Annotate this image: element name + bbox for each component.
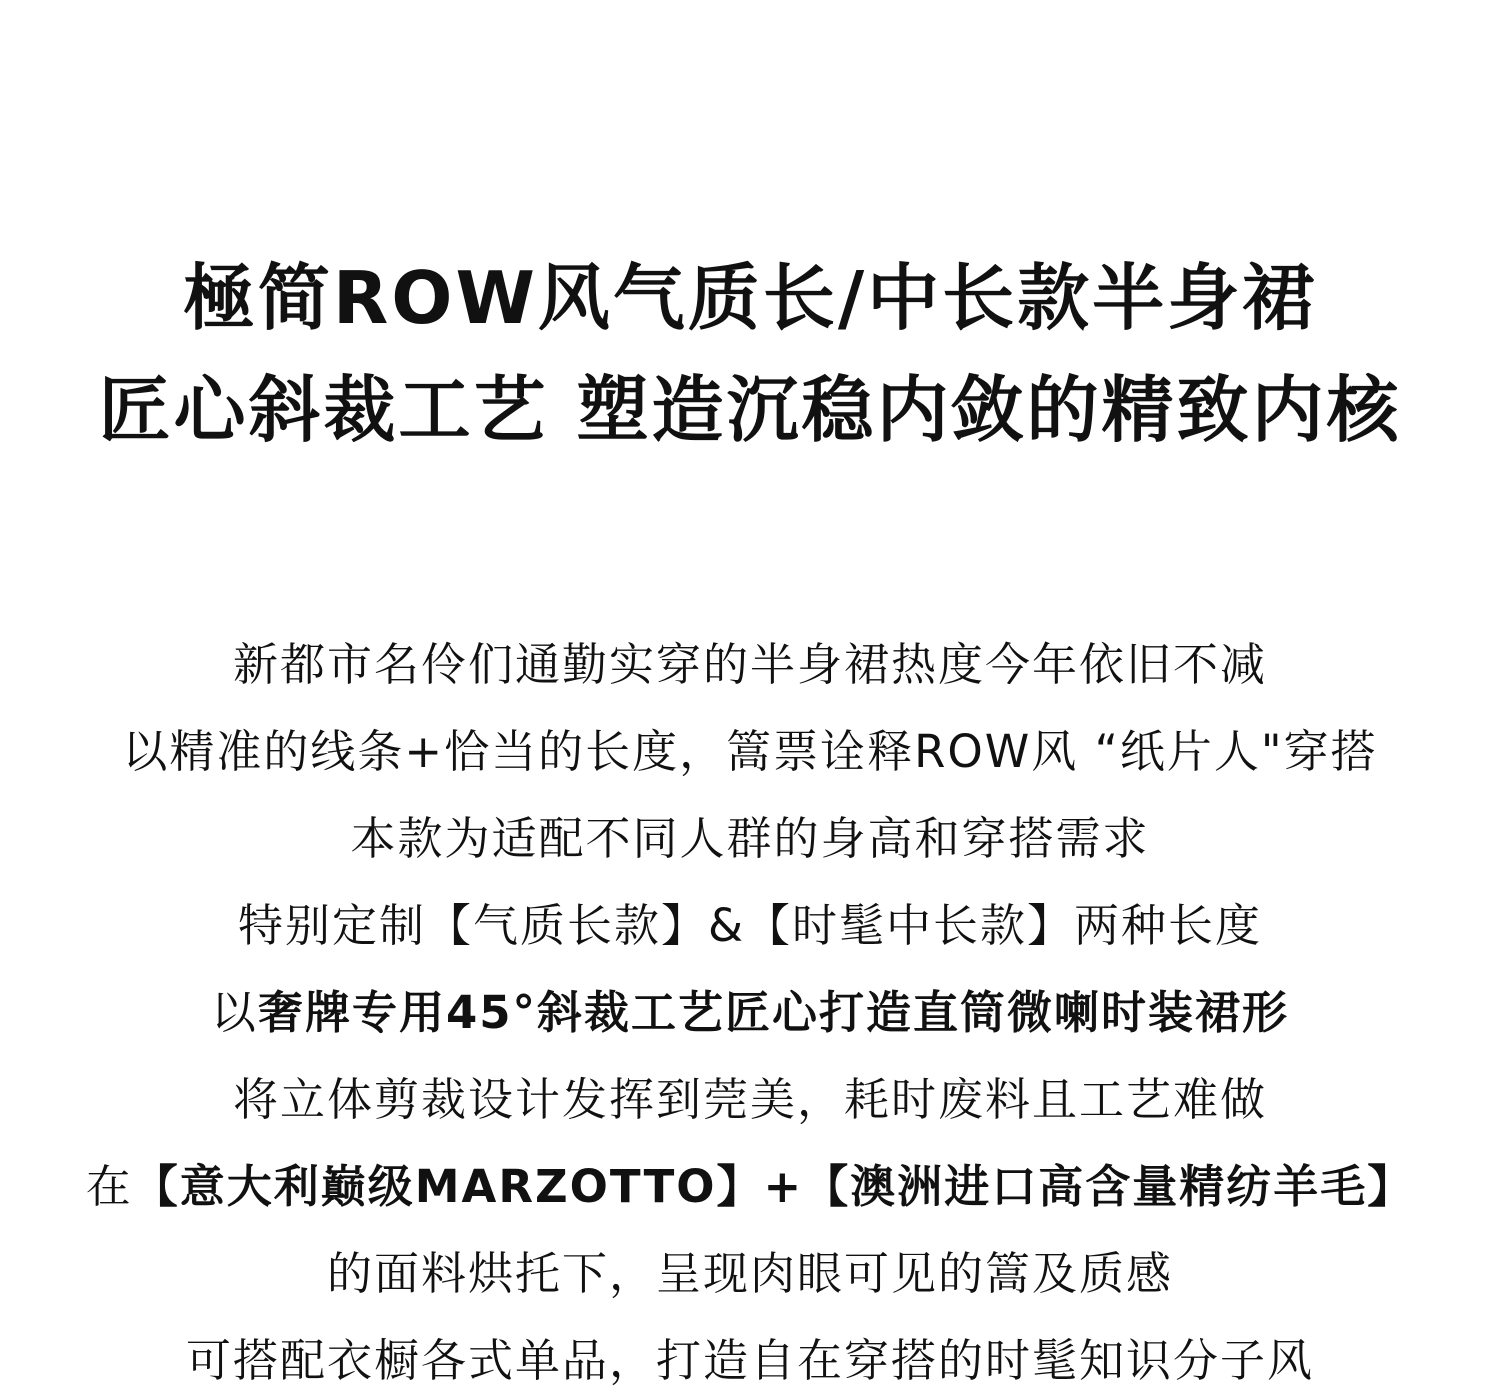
body-line-9: 可搭配衣橱各式单品，打造自在穿搭的时髦知识分子风 bbox=[185, 1334, 1314, 1387]
body-line-5 bbox=[0, 986, 1500, 1039]
headline-craft-tagline: 匠心斜裁工艺 塑造沉稳内敛的精致内核 bbox=[98, 368, 1402, 452]
body-line-8: 的面料烘托下，呈现肉眼可见的篙及质感 bbox=[326, 1247, 1173, 1300]
body-line-4: 特别定制【气质长款】&【时髦中长款】两种长度 bbox=[237, 899, 1263, 952]
body-line-1: 新都市名伶们通勤实穿的半身裙热度今年依旧不减 bbox=[232, 638, 1267, 691]
body-line-3: 本款为适配不同人群的身高和穿搭需求 bbox=[350, 812, 1150, 865]
body-line-7-emphasis: 【意大利巅级MARZOTTO】+【澳洲进口高含量精纺羊毛】 bbox=[132, 1160, 1415, 1213]
body-line-6: 将立体剪裁设计发挥到莞美，耗时废料且工艺难做 bbox=[232, 1073, 1267, 1126]
body-line-2: 以精准的线条+恰当的长度，篙票诠释ROW风 “纸片人"穿搭 bbox=[122, 725, 1378, 778]
body-line-5-emphasis: 奢牌专用45°斜裁工艺匠心打造直筒微喇时装裙形 bbox=[257, 986, 1290, 1039]
body-line-7 bbox=[0, 1160, 1500, 1213]
body-line-5-prefix: 以 bbox=[210, 986, 258, 1039]
body-line-7-prefix: 在 bbox=[85, 1160, 133, 1213]
headline-product-name: 極简ROW风气质长/中长款半身裙 bbox=[182, 256, 1318, 340]
